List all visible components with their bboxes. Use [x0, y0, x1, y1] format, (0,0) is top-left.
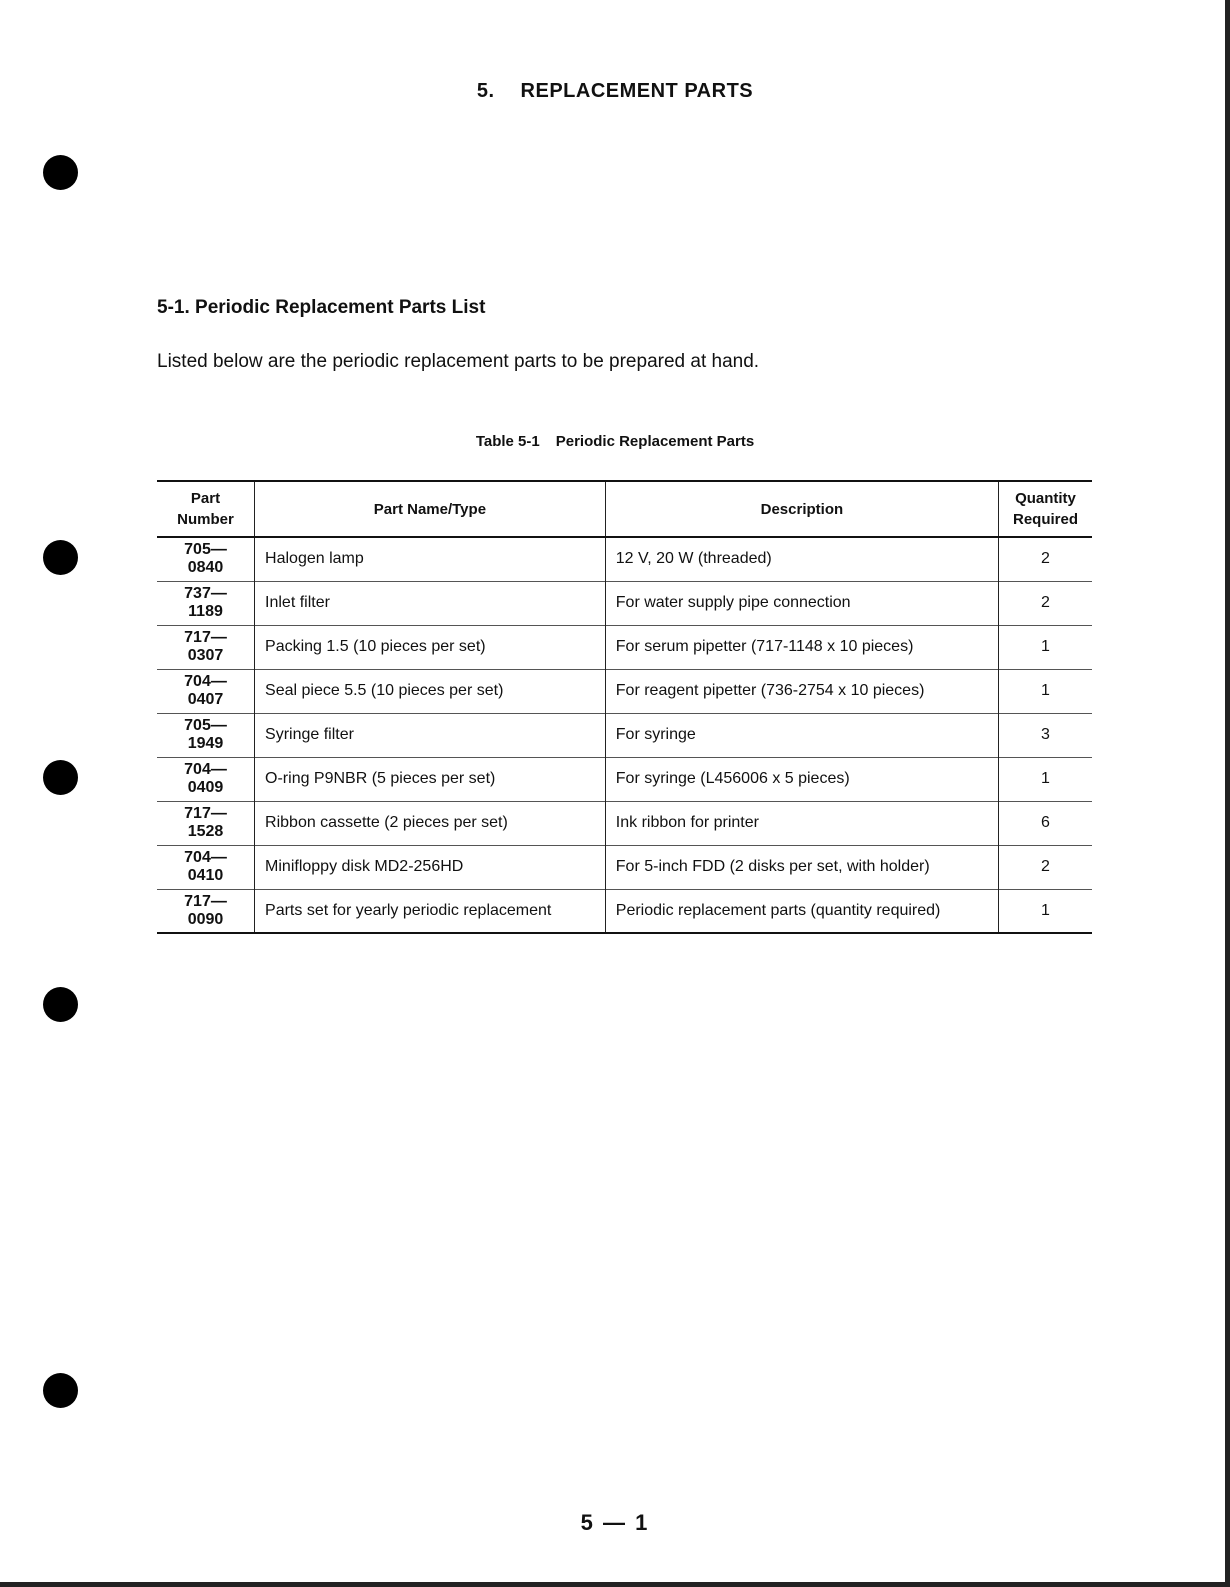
quantity-cell: 2: [998, 581, 1092, 625]
quantity-cell: 1: [998, 625, 1092, 669]
table-caption-title: Periodic Replacement Parts: [555, 433, 755, 450]
header-quantity-line1: Quantity: [1015, 490, 1076, 507]
header-quantity: [998, 481, 1092, 537]
description-cell: For syringe: [605, 713, 998, 757]
binder-hole-4: [43, 987, 78, 1022]
quantity-cell: 1: [998, 669, 1092, 713]
chapter-title-text: REPLACEMENT PARTS: [520, 80, 754, 102]
quantity-cell: 1: [998, 889, 1092, 933]
table-row: [157, 845, 1092, 889]
table-caption: [0, 433, 1230, 450]
quantity-cell: 2: [998, 537, 1092, 581]
table-row: [157, 713, 1092, 757]
description-cell: For reagent pipetter (736-2754 x 10 pieces): [605, 669, 998, 713]
description-cell: For syringe (L456006 x 5 pieces): [605, 757, 998, 801]
quantity-cell: 3: [998, 713, 1092, 757]
quantity-cell: 6: [998, 801, 1092, 845]
header-part-name: Part Name/Type: [255, 481, 606, 537]
quantity-cell: 1: [998, 757, 1092, 801]
part-name-cell: Syringe filter: [255, 713, 606, 757]
part-name-cell: Inlet filter: [255, 581, 606, 625]
intro-paragraph: Listed below are the periodic replacement parts to be prepared at hand.: [157, 351, 760, 372]
part-number-cell: 737—1189: [157, 581, 255, 625]
table-row: [157, 889, 1092, 933]
part-number-cell: 717—0307: [157, 625, 255, 669]
table-header-row: [157, 481, 1092, 537]
table-row: [157, 757, 1092, 801]
part-number-cell: 705—1949: [157, 713, 255, 757]
binder-hole-2: [43, 540, 78, 575]
part-name-cell: Ribbon cassette (2 pieces per set): [255, 801, 606, 845]
header-part-number-line1: Part: [190, 490, 221, 507]
parts-table: [157, 480, 1092, 934]
part-number-cell: 705—0840: [157, 537, 255, 581]
part-name-cell: O-ring P9NBR (5 pieces per set): [255, 757, 606, 801]
part-number-cell: 704—0409: [157, 757, 255, 801]
section-heading: 5-1. Periodic Replacement Parts List: [157, 297, 486, 318]
binder-hole-5: [43, 1373, 78, 1408]
chapter-number: 5.: [476, 80, 495, 102]
part-name-cell: Halogen lamp: [255, 537, 606, 581]
header-part-number-line2: Number: [177, 511, 234, 528]
part-number-cell: 704—0407: [157, 669, 255, 713]
description-cell: For serum pipetter (717-1148 x 10 pieces): [605, 625, 998, 669]
table-caption-number: Table 5-1: [475, 433, 540, 450]
binder-hole-3: [43, 760, 78, 795]
part-number-cell: 717—1528: [157, 801, 255, 845]
description-cell: 12 V, 20 W (threaded): [605, 537, 998, 581]
table-row: [157, 581, 1092, 625]
header-part-number: [157, 481, 255, 537]
description-cell: For water supply pipe connection: [605, 581, 998, 625]
description-cell: For 5-inch FDD (2 disks per set, with holder): [605, 845, 998, 889]
description-cell: Periodic replacement parts (quantity required): [605, 889, 998, 933]
table-row: [157, 625, 1092, 669]
part-name-cell: Seal piece 5.5 (10 pieces per set): [255, 669, 606, 713]
header-description: Description: [605, 481, 998, 537]
chapter-title: [0, 80, 1230, 103]
table-row: [157, 801, 1092, 845]
part-number-cell: 704—0410: [157, 845, 255, 889]
table-row: [157, 537, 1092, 581]
part-name-cell: Packing 1.5 (10 pieces per set): [255, 625, 606, 669]
quantity-cell: 2: [998, 845, 1092, 889]
header-quantity-line2: Required: [1012, 511, 1078, 528]
binder-hole-1: [43, 155, 78, 190]
page-number: 5 — 1: [580, 1510, 650, 1535]
part-number-cell: 717—0090: [157, 889, 255, 933]
part-name-cell: Minifloppy disk MD2-256HD: [255, 845, 606, 889]
description-cell: Ink ribbon for printer: [605, 801, 998, 845]
part-name-cell: Parts set for yearly periodic replacement: [255, 889, 606, 933]
table-row: [157, 669, 1092, 713]
